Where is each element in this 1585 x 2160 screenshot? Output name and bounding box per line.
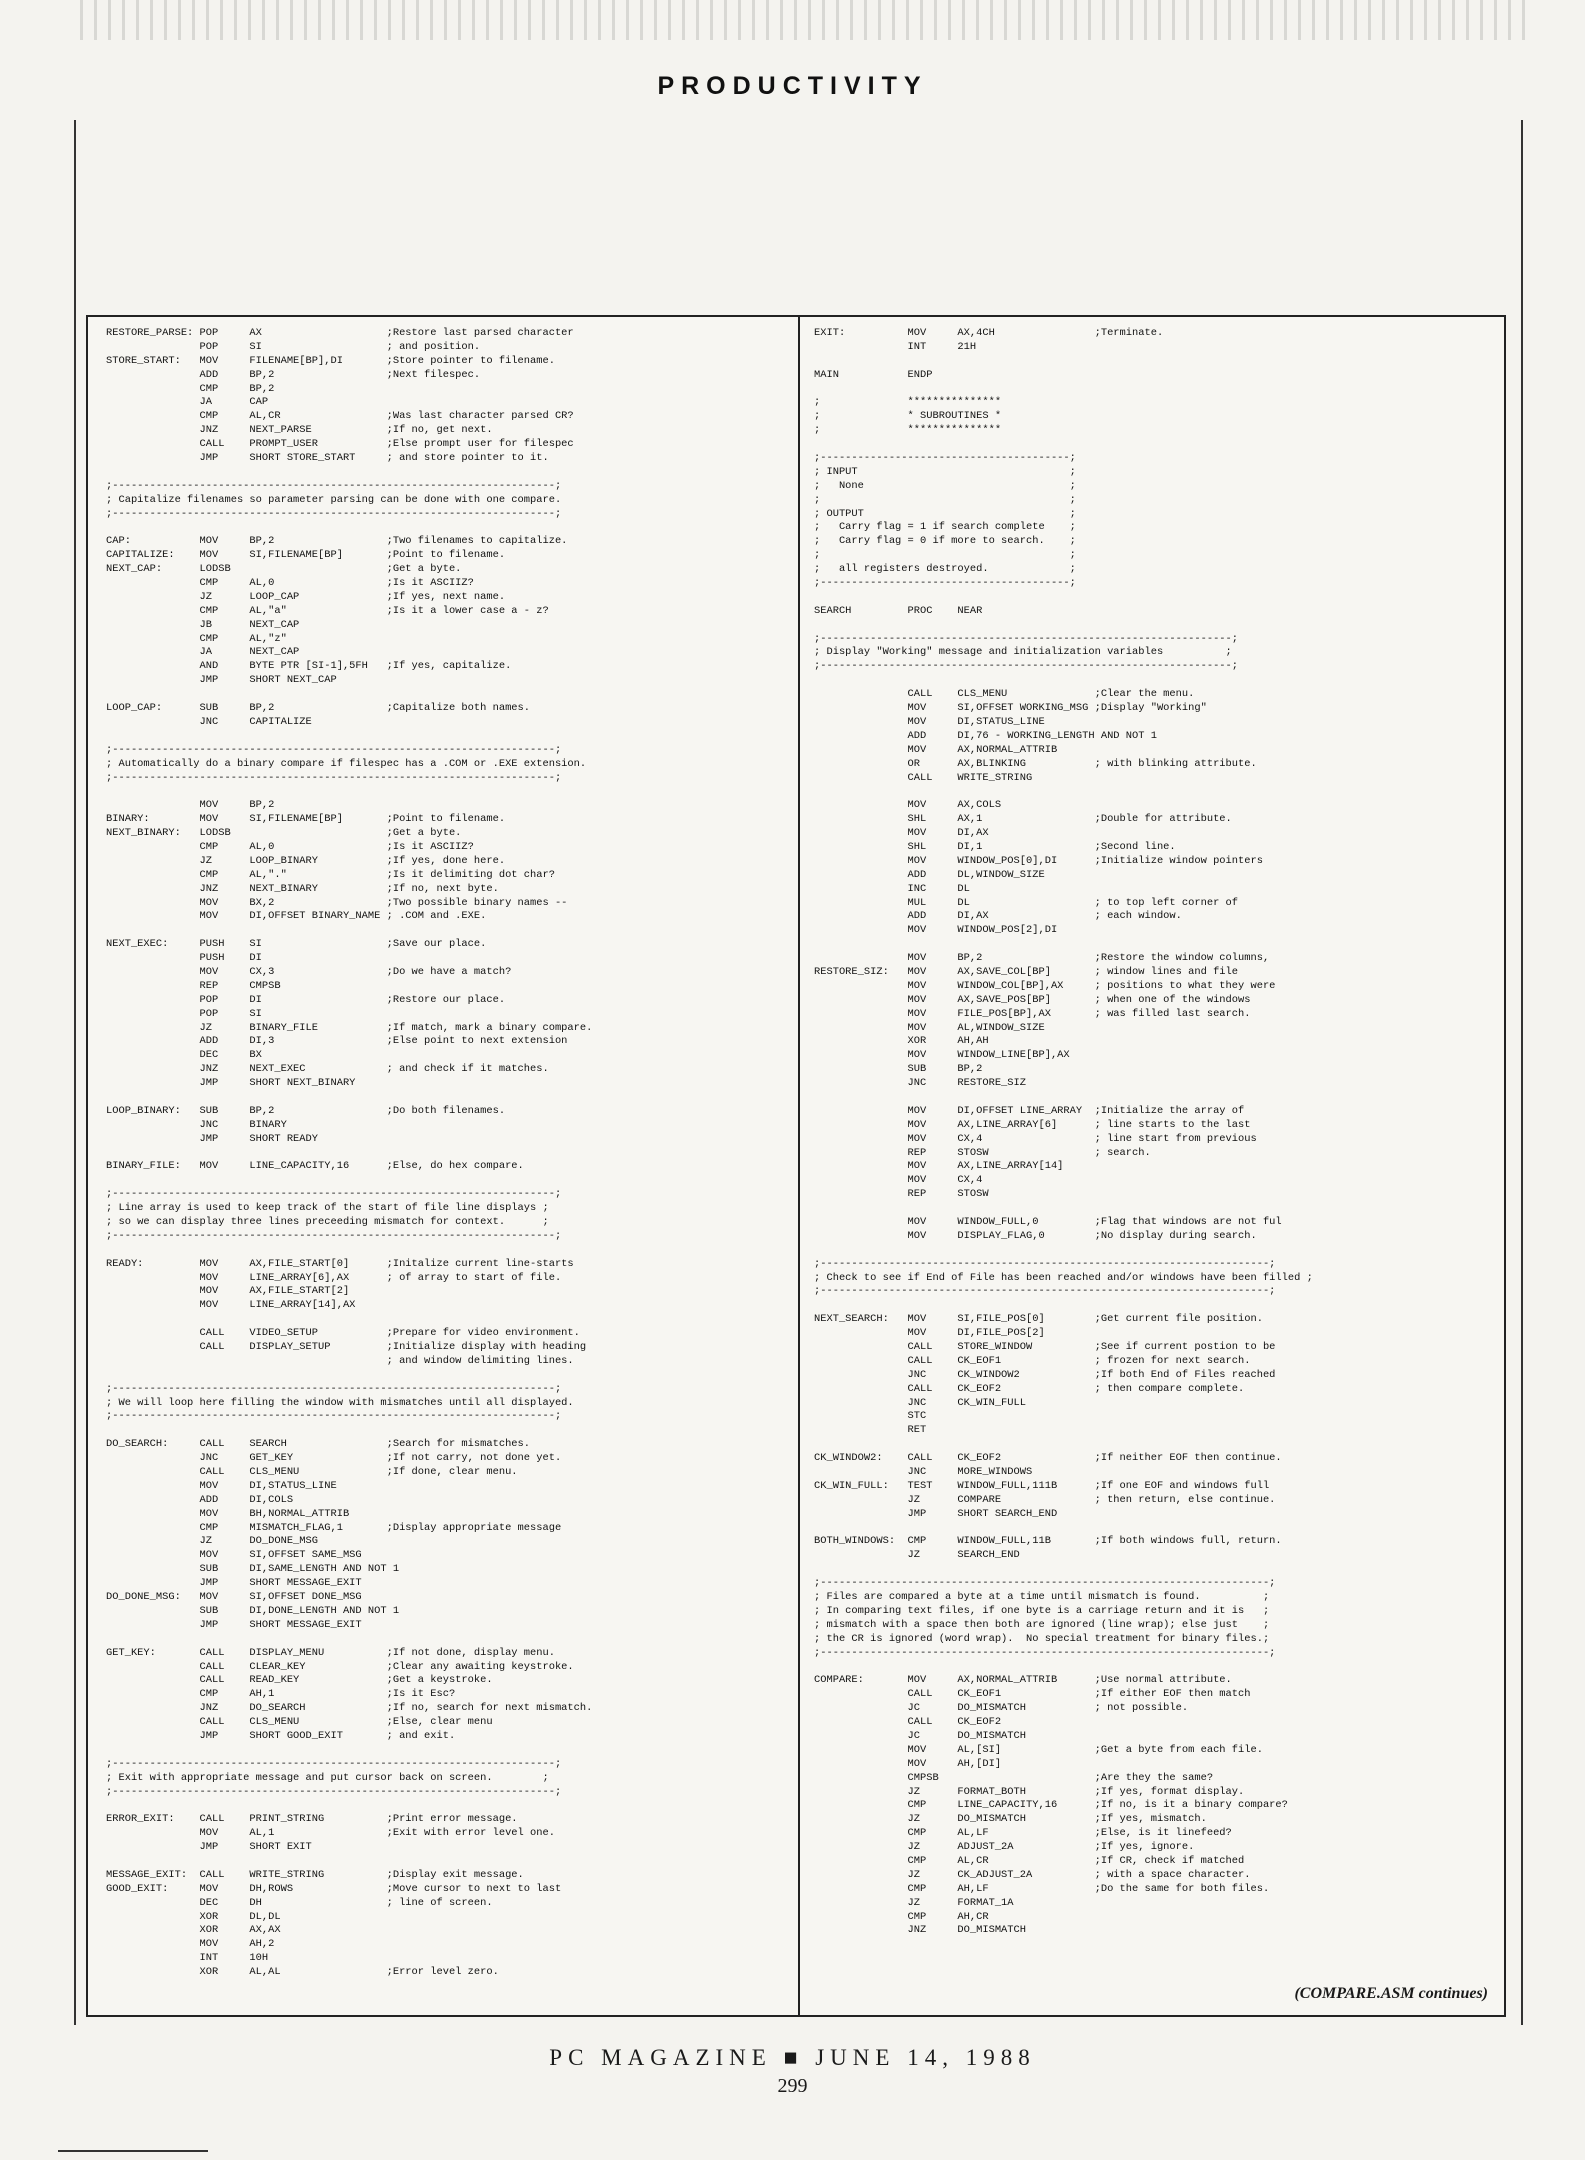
code-line: DO_SEARCH: CALL SEARCH ;Search for mismatches. [106,1438,531,1451]
section-header: PRODUCTIVITY [657,72,928,100]
code-line [814,619,1494,633]
code-line: ; INPUT ; [814,465,1076,478]
code-line: MOV WINDOW_POS[0],DI ;Initialize window pointers [814,854,1263,867]
code-line: CALL VIDEO_SETUP ;Prepare for video environment. [106,1327,580,1340]
code-line: BOTH_WINDOWS: CMP WINDOW_FULL,11B ;If both windows full, return. [814,1535,1282,1548]
code-line: JMP SHORT NEXT_CAP [106,674,337,687]
code-line: JB NEXT_CAP [106,618,300,631]
code-line: MOV CX,4 ; line start from previous [814,1132,1257,1145]
page-rule-right [1521,120,1523,2025]
code-line: JNC MORE_WINDOWS [814,1466,1033,1479]
code-line: ;-----------------------------------------------------------------------; [106,507,562,520]
code-line: CK_WIN_FULL: TEST WINDOW_FULL,111B ;If one EOF and windows full [814,1479,1270,1492]
code-line: JNC CAPITALIZE [106,715,312,728]
code-line: JA NEXT_CAP [106,646,300,659]
code-line: CALL WRITE_STRING [814,771,1033,784]
code-line: JNZ NEXT_EXEC ; and check if it matches. [106,1063,549,1076]
code-line: CAP: MOV BP,2 ;Two filenames to capitalize. [106,535,568,548]
code-line [814,1244,1494,1258]
code-line: GOOD_EXIT: MOV DH,ROWS ;Move cursor to next to last [106,1882,562,1895]
code-line: JMP SHORT SEARCH_END [814,1507,1058,1520]
code-line: XOR AX,AX [106,1924,281,1937]
code-line: JMP SHORT READY [106,1132,319,1145]
code-line: NEXT_SEARCH: MOV SI,FILE_POS[0] ;Get current file position. [814,1313,1263,1326]
code-line: JMP SHORT STORE_START ; and store pointer to it. [106,452,549,465]
code-line: NEXT_BINARY: LODSB ;Get a byte. [106,827,462,840]
code-line: MAIN ENDP [814,368,933,381]
code-line [106,1313,786,1327]
code-line: JNZ DO_SEARCH ;If no, search for next mismatch. [106,1702,593,1715]
code-line: ADD DI,AX ; each window. [814,910,1182,923]
code-line: CMP AL,CR ;If CR, check if matched [814,1854,1245,1867]
code-line: ; all registers destroyed. ; [814,563,1076,576]
code-line [106,924,786,938]
code-line: POP SI [106,1007,262,1020]
code-line: JZ COMPARE ; then return, else continue. [814,1493,1276,1506]
code-line: MOV DI,STATUS_LINE [106,1479,337,1492]
code-line: JNZ NEXT_PARSE ;If no, get next. [106,424,493,437]
code-line: MOV WINDOW_LINE[BP],AX [814,1049,1070,1062]
code-line: POP DI ;Restore our place. [106,993,506,1006]
code-line: CAPITALIZE: MOV SI,FILENAME[BP] ;Point to filename. [106,549,506,562]
code-line: NEXT_EXEC: PUSH SI ;Save our place. [106,938,487,951]
code-line: MOV AL,[SI] ;Get a byte from each file. [814,1743,1263,1756]
code-line: CALL READ_KEY ;Get a keystroke. [106,1674,493,1687]
code-line: JZ LOOP_CAP ;If yes, next name. [106,590,506,603]
code-line: MOV BX,2 ;Two possible binary names -- [106,896,568,909]
code-line: REP STOSW ; search. [814,1146,1151,1159]
code-line: MOV LINE_ARRAY[14],AX [106,1299,356,1312]
code-line: ; ; [814,549,1076,562]
code-line [814,1563,1494,1577]
code-line: COMPARE: MOV AX,NORMAL_ATTRIB ;Use normal attribute. [814,1674,1232,1687]
code-line [814,591,1494,605]
code-line: ADD DI,COLS [106,1493,294,1506]
code-line: CMP AL,0 ;Is it ASCIIZ? [106,577,474,590]
code-line: ; * SUBROUTINES * [814,410,1002,423]
code-line: OR AX,BLINKING ; with blinking attribute. [814,757,1257,770]
code-line: ;-----------------------------------------------------------------------; [106,479,562,492]
code-line: MOV WINDOW_COL[BP],AX ; positions to what they were [814,979,1276,992]
code-line: CMP AL,"a" ;Is it a lower case a - z? [106,604,549,617]
code-line: POP SI ; and position. [106,340,481,353]
code-line [106,1424,786,1438]
code-line: MOV DI,FILE_POS[2] [814,1327,1045,1340]
code-line: CMP AL,LF ;Else, is it linefeed? [814,1827,1232,1840]
code-line: GET_KEY: CALL DISPLAY_MENU ;If not done, display menu. [106,1646,555,1659]
code-line: MOV AH,2 [106,1938,275,1951]
code-line [106,688,786,702]
code-line: MOV DISPLAY_FLAG,0 ;No display during search. [814,1229,1257,1242]
code-line: JNC RESTORE_SIZ [814,1077,1027,1090]
code-line: JMP SHORT NEXT_BINARY [106,1077,356,1090]
code-line: NEXT_CAP: LODSB ;Get a byte. [106,563,462,576]
code-line: JZ DO_DONE_MSG [106,1535,319,1548]
code-line: CMP AL,"z" [106,632,287,645]
code-line: ;-----------------------------------------------------------------------; [106,1757,562,1770]
code-line: ; and window delimiting lines. [106,1354,574,1367]
code-line: JA CAP [106,396,269,409]
code-line: ;----------------------------------------; [814,452,1076,465]
code-line: ;-----------------------------------------------------------------------; [106,1382,562,1395]
code-line: SUB DI,DONE_LENGTH AND NOT 1 [106,1604,400,1617]
code-line: ; Display "Working" message and initialization variables ; [814,646,1232,659]
code-line: ; Automatically do a binary compare if filespec has a .COM or .EXE extension. [106,757,587,770]
code-line: CALL DISPLAY_SETUP ;Initialize display with heading [106,1341,587,1354]
code-line: CALL PROMPT_USER ;Else prompt user for filespec [106,438,574,451]
listing-continues-note: (COMPARE.ASM continues) [1294,1985,1488,2002]
code-line: JZ ADJUST_2A ;If yes, ignore. [814,1841,1195,1854]
code-line [106,1091,786,1105]
code-line [106,1799,786,1813]
code-line: PUSH DI [106,952,262,965]
code-line: CK_WINDOW2: CALL CK_EOF2 ;If neither EOF then continue. [814,1452,1282,1465]
code-line: JMP SHORT MESSAGE_EXIT [106,1577,362,1590]
code-line [106,1244,786,1258]
code-line: CALL CLS_MENU ;Else, clear menu [106,1716,493,1729]
code-line: JZ SEARCH_END [814,1549,1020,1562]
code-line [814,1202,1494,1216]
code-line: ; Carry flag = 0 if more to search. ; [814,535,1076,548]
code-line: MOV SI,OFFSET SAME_MSG [106,1549,362,1562]
code-line [106,1174,786,1188]
code-line: CMP AL,0 ;Is it ASCIIZ? [106,840,474,853]
code-line: MOV WINDOW_FULL,0 ;Flag that windows are not ful [814,1216,1282,1228]
code-line: ; *************** [814,424,1002,437]
code-line: MOV DI,AX [814,827,989,840]
code-line: REP STOSW [814,1188,989,1201]
code-line: MOV AX,FILE_START[2] [106,1285,350,1298]
code-column-left [106,327,786,1980]
code-line: XOR AL,AL ;Error level zero. [106,1966,499,1979]
code-line [814,1522,1494,1536]
code-line: ;------------------------------------------------------------------------; [814,1285,1276,1298]
code-line: MOV AX,LINE_ARRAY[14] [814,1160,1064,1173]
code-line: MOV DI,OFFSET BINARY_NAME ; .COM and .EXE. [106,910,487,923]
code-line: READY: MOV AX,FILE_START[0] ;Initalize current line-starts [106,1257,574,1270]
code-line: MOV DI,OFFSET LINE_ARRAY ;Initialize the array of [814,1104,1245,1117]
code-line: ;------------------------------------------------------------------------; [814,1257,1276,1270]
code-line: JZ LOOP_BINARY ;If yes, done here. [106,854,506,867]
code-line: ; so we can display three lines preceeding mismatch for context. ; [106,1216,549,1228]
code-line: JZ CK_ADJUST_2A ; with a space character. [814,1868,1251,1881]
code-line: ;------------------------------------------------------------------------; [814,1646,1276,1659]
code-line: MOV AH,[DI] [814,1757,1002,1770]
code-line: BINARY: MOV SI,FILENAME[BP] ;Point to filename. [106,813,506,826]
code-line: CMP LINE_CAPACITY,16 ;If no, is it a binary compare? [814,1799,1288,1812]
code-line [106,785,786,799]
code-line: ADD DI,3 ;Else point to next extension [106,1035,568,1048]
code-line: JNC CK_WIN_FULL [814,1396,1027,1409]
column-divider [798,317,800,2015]
code-line [814,1299,1494,1313]
code-line: MOV AL,WINDOW_SIZE [814,1021,1045,1034]
code-line: MOV BH,NORMAL_ATTRIB [106,1507,350,1520]
code-line: CALL CLS_MENU ;Clear the menu. [814,688,1195,701]
code-line: ; Line array is used to keep track of the start of file line displays ; [106,1202,549,1215]
code-line: XOR AH,AH [814,1035,989,1048]
code-line: MUL DL ; to top left corner of [814,896,1239,909]
code-line: RESTORE_PARSE: POP AX ;Restore last parsed character [106,327,574,339]
code-line: MOV AX,NORMAL_ATTRIB [814,743,1058,756]
code-line: ;------------------------------------------------------------------; [814,632,1239,645]
code-line [814,1661,1494,1675]
code-line: ; OUTPUT ; [814,507,1076,520]
page-rule-left [74,120,76,2025]
code-line: ; None ; [814,479,1076,492]
code-line: ; Carry flag = 1 if search complete ; [814,521,1076,534]
code-line: JMP SHORT MESSAGE_EXIT [106,1618,362,1631]
code-line: MOV CX,3 ;Do we have a match? [106,965,512,978]
code-line: JZ FORMAT_BOTH ;If yes, format display. [814,1785,1245,1798]
code-line [814,785,1494,799]
code-line: ; the CR is ignored (word wrap). No special treatment for binary files.; [814,1632,1270,1645]
code-line: CMP AH,CR [814,1910,989,1923]
code-line: SHL DI,1 ;Second line. [814,840,1176,853]
code-line: ; Check to see if End of File has been reached and/or windows have been filled ; [814,1271,1313,1284]
code-line [106,1147,786,1161]
code-line: SUB DI,SAME_LENGTH AND NOT 1 [106,1563,400,1576]
code-line: JNZ DO_MISMATCH [814,1924,1027,1937]
code-line: MOV AX,LINE_ARRAY[6] ; line starts to the last [814,1118,1251,1131]
code-line: JNC CK_WINDOW2 ;If both End of Files reached [814,1368,1276,1381]
code-line: ERROR_EXIT: CALL PRINT_STRING ;Print error message. [106,1813,518,1826]
code-line: INT 10H [106,1952,269,1965]
code-line: CALL CLS_MENU ;If done, clear menu. [106,1466,518,1479]
code-line: ADD DL,WINDOW_SIZE [814,868,1045,881]
code-line: MOV FILE_POS[BP],AX ; was filled last search. [814,1007,1251,1020]
code-line: JC DO_MISMATCH [814,1729,1027,1742]
code-line: SUB BP,2 [814,1063,983,1076]
code-line: MOV DI,STATUS_LINE [814,715,1045,728]
code-line [106,1744,786,1758]
code-line: LOOP_BINARY: SUB BP,2 ;Do both filenames. [106,1104,506,1117]
code-line: RESTORE_SIZ: MOV AX,SAVE_COL[BP] ; window lines and file [814,965,1239,978]
code-line [814,938,1494,952]
code-line: ;------------------------------------------------------------------; [814,660,1239,673]
code-line: ADD DI,76 - WORKING_LENGTH AND NOT 1 [814,729,1157,742]
code-line: MOV AX,COLS [814,799,1002,812]
code-line: CALL CK_EOF1 ; frozen for next search. [814,1354,1251,1367]
code-line: MOV BP,2 ;Restore the window columns, [814,952,1270,965]
code-line: SEARCH PROC NEAR [814,604,983,617]
code-line: MOV WINDOW_POS[2],DI [814,924,1058,937]
code-line [814,355,1494,369]
code-line: MOV CX,4 [814,1174,983,1187]
code-line: BINARY_FILE: MOV LINE_CAPACITY,16 ;Else, do hex compare. [106,1160,524,1173]
code-line: ;-----------------------------------------------------------------------; [106,1229,562,1242]
code-line: CMP AH,LF ;Do the same for both files. [814,1882,1270,1895]
code-line: JNZ NEXT_BINARY ;If no, next byte. [106,882,499,895]
code-line: ;-----------------------------------------------------------------------; [106,743,562,756]
page-number: 299 [777,2075,808,2097]
scan-artifact [80,0,1530,40]
code-line: ; mismatch with a space then both are ignored (line wrap); else just ; [814,1618,1270,1631]
code-line: STC [814,1410,927,1423]
code-line: JNC GET_KEY ;If not carry, not done yet. [106,1452,562,1465]
bottom-rule [58,2150,208,2152]
code-line: ; Capitalize filenames so parameter parsing can be done with one compare. [106,493,562,506]
code-line [106,730,786,744]
code-line: CALL CK_EOF1 ;If either EOF then match [814,1688,1251,1701]
code-line: JZ FORMAT_1A [814,1896,1014,1909]
code-line: SHL AX,1 ;Double for attribute. [814,813,1232,826]
code-line: RET [814,1424,927,1437]
code-line [106,1369,786,1383]
code-line: ; We will loop here filling the window with mismatches until all displayed. [106,1396,574,1409]
code-line: MOV AX,SAVE_POS[BP] ; when one of the windows [814,993,1251,1006]
code-column-right [814,327,1494,1938]
code-line: ;-----------------------------------------------------------------------; [106,1785,562,1798]
code-line: STORE_START: MOV FILENAME[BP],DI ;Store pointer to filename. [106,354,555,367]
code-line [814,1091,1494,1105]
code-line: CMP AL,"." ;Is it delimiting dot char? [106,868,555,881]
code-line: CMPSB ;Are they the same? [814,1771,1214,1784]
code-line: EXIT: MOV AX,4CH ;Terminate. [814,327,1164,339]
code-line: XOR DL,DL [106,1910,281,1923]
code-line [814,383,1494,397]
code-line: CALL CLEAR_KEY ;Clear any awaiting keystroke. [106,1660,574,1673]
code-line: ;-----------------------------------------------------------------------; [106,1410,562,1423]
code-line: MOV BP,2 [106,799,275,812]
code-line: ;-----------------------------------------------------------------------; [106,771,562,784]
code-line: DO_DONE_MSG: MOV SI,OFFSET DONE_MSG [106,1591,362,1604]
code-line: MOV SI,OFFSET WORKING_MSG ;Display "Working" [814,702,1207,715]
code-line: INT 21H [814,340,977,353]
code-line: CALL CK_EOF2 ; then compare complete. [814,1382,1245,1395]
code-line: CMP BP,2 [106,382,275,395]
code-line: REP CMPSB [106,979,281,992]
code-line: ; In comparing text files, if one byte is a carriage return and it is ; [814,1604,1270,1617]
code-line [106,521,786,535]
code-line: MOV LINE_ARRAY[6],AX ; of array to start of file. [106,1271,562,1284]
code-listing-box [86,315,1506,2017]
code-line: CMP AH,1 ;Is it Esc? [106,1688,456,1701]
code-line: ; Exit with appropriate message and put cursor back on screen. ; [106,1771,549,1784]
magazine-footer: PC MAGAZINE ■ JUNE 14, 1988 [549,2045,1036,2070]
code-line [106,466,786,480]
code-line: ; Files are compared a byte at a time until mismatch is found. ; [814,1591,1270,1604]
code-line: JC DO_MISMATCH ; not possible. [814,1702,1189,1715]
code-line: ; *************** [814,396,1002,409]
code-line: DEC DH ; line of screen. [106,1896,493,1909]
code-line: DEC BX [106,1049,262,1062]
code-line: ADD BP,2 ;Next filespec. [106,368,481,381]
code-line: ;----------------------------------------; [814,577,1076,590]
code-line: JMP SHORT GOOD_EXIT ; and exit. [106,1729,456,1742]
code-line [814,674,1494,688]
code-line: JMP SHORT EXIT [106,1841,312,1854]
code-line: AND BYTE PTR [SI-1],5FH ;If yes, capitalize. [106,660,512,673]
code-line: MOV AL,1 ;Exit with error level one. [106,1827,555,1840]
code-line: CALL STORE_WINDOW ;See if current postion to be [814,1341,1276,1354]
code-line: INC DL [814,882,970,895]
code-line: JZ BINARY_FILE ;If match, mark a binary compare. [106,1021,593,1034]
code-line [814,438,1494,452]
code-line: ; ; [814,493,1076,506]
code-line [106,1855,786,1869]
code-line: JNC BINARY [106,1118,287,1131]
code-line: JZ DO_MISMATCH ;If yes, mismatch. [814,1813,1207,1826]
code-line: CALL CK_EOF2 [814,1716,1002,1729]
code-line: ;------------------------------------------------------------------------; [814,1577,1276,1590]
code-line: MESSAGE_EXIT: CALL WRITE_STRING ;Display exit message. [106,1868,524,1881]
code-line: LOOP_CAP: SUB BP,2 ;Capitalize both names. [106,702,531,715]
code-line: CMP AL,CR ;Was last character parsed CR? [106,410,574,423]
code-line [814,1438,1494,1452]
code-line: ;-----------------------------------------------------------------------; [106,1188,562,1201]
code-line [106,1633,786,1647]
code-line: CMP MISMATCH_FLAG,1 ;Display appropriate message [106,1521,562,1534]
